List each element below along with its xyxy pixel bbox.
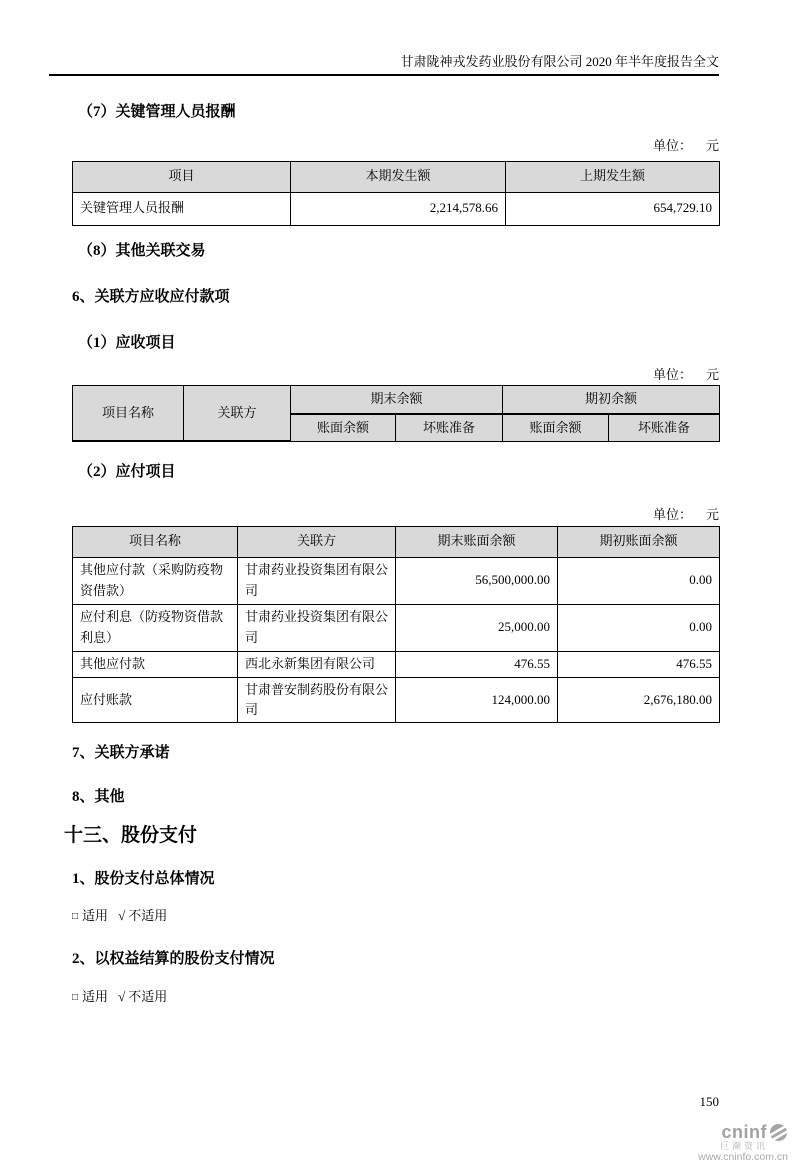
page-content (64, 103, 719, 1005)
cell-prior-amount: 654,729.10 (506, 192, 720, 225)
table-row (73, 651, 720, 677)
unit-label-3 (72, 507, 719, 523)
table-row (73, 557, 720, 604)
check-mark-icon: √ (118, 988, 126, 1004)
col-header-current-period: 本期发生额 (291, 161, 506, 192)
col-header-item: 项目 (73, 161, 291, 192)
table-row (73, 677, 720, 722)
cell-party: 西北永新集团有限公司 (238, 651, 396, 677)
cninfo-logo (698, 1123, 788, 1164)
heading-equity-settled-share-payment: 2、以权益结算的股份支付情况 (72, 950, 275, 967)
cell-item: 其他应付款 (73, 651, 238, 677)
cninfo-logo-wordmark (698, 1123, 788, 1143)
unit-text: 单位： (652, 507, 692, 523)
cell-party: 甘肃药业投资集团有限公司 (238, 557, 396, 604)
heading-key-management-compensation: （7）关键管理人员报酬 (78, 104, 236, 121)
not-applicable-label: 不适用 (128, 988, 168, 1004)
cninfo-logo-chinese: 巨潮资讯 (719, 1140, 768, 1151)
cell-beginning-balance: 476.55 (558, 651, 720, 677)
unit-currency: 元 (705, 366, 719, 382)
cninfo-swirl-icon (769, 1123, 788, 1142)
cninfo-logo-text: cninf (721, 1121, 767, 1142)
checkbox-unchecked-icon: □ (72, 991, 79, 1003)
heading-related-party-commitments: 7、关联方承诺 (72, 744, 170, 761)
cninfo-logo-url: www.cninfo.com.cn (698, 1151, 788, 1164)
report-header-title: 甘肃陇神戎发药业股份有限公司 2020 年半年度报告全文 (49, 54, 719, 76)
applicability-line-2 (72, 989, 719, 1005)
applicable-label: 适用 (82, 907, 109, 923)
col-group-beginning-balance: 期初余额 (503, 385, 720, 414)
cell-ending-balance: 476.55 (396, 651, 558, 677)
col-header-item-name: 项目名称 (73, 385, 184, 441)
heading-payable-items: （2）应付项目 (78, 464, 176, 481)
cell-beginning-balance: 0.00 (558, 557, 720, 604)
cell-party: 甘肃普安制药股份有限公司 (238, 677, 396, 722)
not-applicable-label: 不适用 (128, 907, 168, 923)
cell-party: 甘肃药业投资集团有限公司 (238, 604, 396, 651)
compensation-table (72, 161, 720, 226)
col-header-related-party: 关联方 (184, 385, 291, 441)
col-header-book-balance-begin: 账面余额 (503, 414, 609, 441)
cell-beginning-balance: 0.00 (558, 604, 720, 651)
col-group-ending-balance: 期末余额 (291, 385, 503, 414)
unit-label-2 (72, 367, 719, 383)
unit-currency: 元 (705, 138, 719, 154)
unit-text: 单位： (652, 138, 692, 154)
cell-item: 关键管理人员报酬 (73, 192, 291, 225)
col-header-beginning-book-balance: 期初账面余额 (558, 526, 720, 557)
col-header-ending-book-balance: 期末账面余额 (396, 526, 558, 557)
heading-related-party-receivables-payables: 6、关联方应收应付款项 (72, 288, 230, 305)
page-number: 150 (699, 1094, 719, 1109)
col-header-book-balance-end: 账面余额 (291, 414, 396, 441)
unit-currency: 元 (705, 507, 719, 523)
heading-share-payment: 十三、股份支付 (64, 824, 198, 846)
heading-other: 8、其他 (72, 788, 125, 805)
check-mark-icon: √ (118, 907, 126, 923)
cell-item: 其他应付款（采购防疫物资借款） (73, 557, 238, 604)
table-row (73, 604, 720, 651)
col-header-item-name: 项目名称 (73, 526, 238, 557)
heading-receivable-items: （1）应收项目 (78, 334, 176, 351)
cell-current-amount: 2,214,578.66 (291, 192, 506, 225)
col-header-bad-debt-begin: 坏账准备 (609, 414, 720, 441)
table-header-row (73, 161, 720, 192)
cell-item: 应付账款 (73, 677, 238, 722)
cell-ending-balance: 124,000.00 (396, 677, 558, 722)
heading-other-related-transactions: （8）其他关联交易 (78, 242, 206, 259)
cell-ending-balance: 56,500,000.00 (396, 557, 558, 604)
col-header-related-party: 关联方 (238, 526, 396, 557)
table-group-header-row (73, 385, 720, 414)
receivables-table (72, 385, 720, 443)
table-row (73, 192, 720, 225)
cell-beginning-balance: 2,676,180.00 (558, 677, 720, 722)
checkbox-unchecked-icon: □ (72, 910, 79, 922)
applicability-line-1 (72, 908, 719, 924)
heading-share-payment-overall: 1、股份支付总体情况 (72, 870, 215, 887)
cell-ending-balance: 25,000.00 (396, 604, 558, 651)
cell-item: 应付利息（防疫物资借款利息） (73, 604, 238, 651)
payables-table (72, 526, 720, 723)
table-header-row (73, 526, 720, 557)
unit-label-1 (72, 138, 719, 154)
applicable-label: 适用 (82, 988, 109, 1004)
unit-text: 单位： (652, 366, 692, 382)
col-header-prior-period: 上期发生额 (506, 161, 720, 192)
col-header-bad-debt-end: 坏账准备 (396, 414, 503, 441)
